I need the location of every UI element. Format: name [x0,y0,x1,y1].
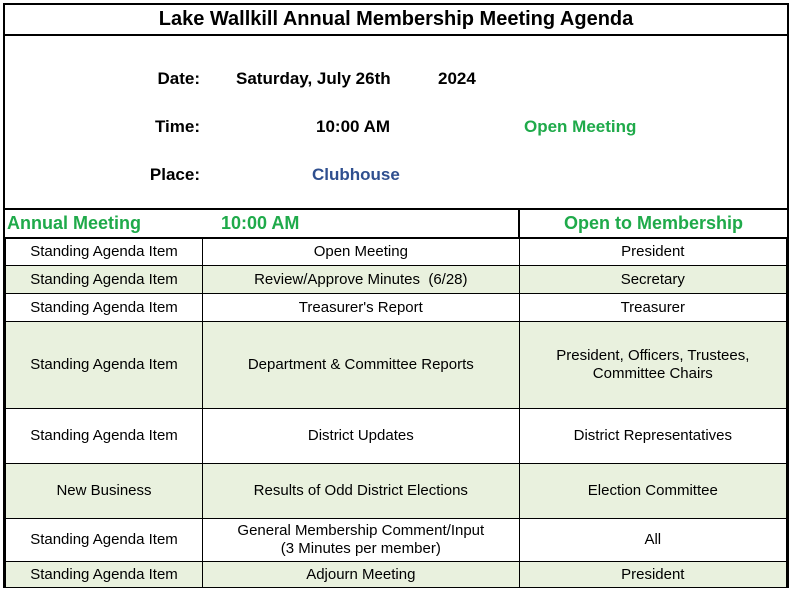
table-row [6,464,787,519]
row-type: Standing Agenda Item [6,266,203,294]
place-label: Place: [149,165,200,184]
row-item: Review/Approve Minutes (6/28) [203,266,520,294]
row-owner-line2: Committee Chairs [592,365,713,382]
row-item-line2: (3 Minutes per member) [280,540,441,557]
row-owner: President [519,238,786,266]
row-item-cell [203,519,520,562]
header-time: 10:00 AM [221,213,300,233]
row-owner: District Representatives [519,409,786,464]
agenda-table [5,237,787,588]
row-item: District Updates [203,409,520,464]
table-row [6,322,787,409]
row-type: Standing Agenda Item [6,562,203,588]
row-owner: Secretary [519,266,786,294]
date-year: 2024 [438,69,476,88]
table-row [6,519,787,562]
page-title: Lake Wallkill Annual Membership Meeting Agenda [5,5,787,36]
row-type: Standing Agenda Item [6,519,203,562]
agenda-sheet [3,3,789,588]
row-type: New Business [6,464,203,519]
agenda-header [5,210,787,239]
row-item: General Membership Comment/Input [237,522,485,539]
row-item: Open Meeting [203,238,520,266]
row-item: Adjourn Meeting [203,562,520,588]
time-label: Time: [154,117,200,136]
table-row [6,238,787,266]
row-type: Standing Agenda Item [6,409,203,464]
row-owner: Election Committee [519,464,786,519]
row-item: Results of Odd District Elections [203,464,520,519]
time-value: 10:00 AM [316,117,391,136]
row-type: Standing Agenda Item [6,238,203,266]
date-value: Saturday, July 26th [236,69,391,88]
row-owner: Treasurer [519,294,786,322]
meeting-info [5,36,787,210]
header-annual-meeting: Annual Meeting [7,213,141,233]
table-row [6,409,787,464]
date-label: Date: [157,69,200,88]
row-item: Treasurer's Report [203,294,520,322]
meeting-type: Open Meeting [524,117,637,136]
header-open-to-membership: Open to Membership [563,213,743,233]
place-value: Clubhouse [312,165,400,184]
row-owner: President, Officers, Trustees, [556,347,750,364]
row-type: Standing Agenda Item [6,322,203,409]
table-row [6,266,787,294]
table-row [6,294,787,322]
row-type: Standing Agenda Item [6,294,203,322]
row-owner: President [519,562,786,588]
row-owner-cell [519,322,786,409]
row-owner: All [519,519,786,562]
table-row [6,562,787,588]
row-item: Department & Committee Reports [203,322,520,409]
